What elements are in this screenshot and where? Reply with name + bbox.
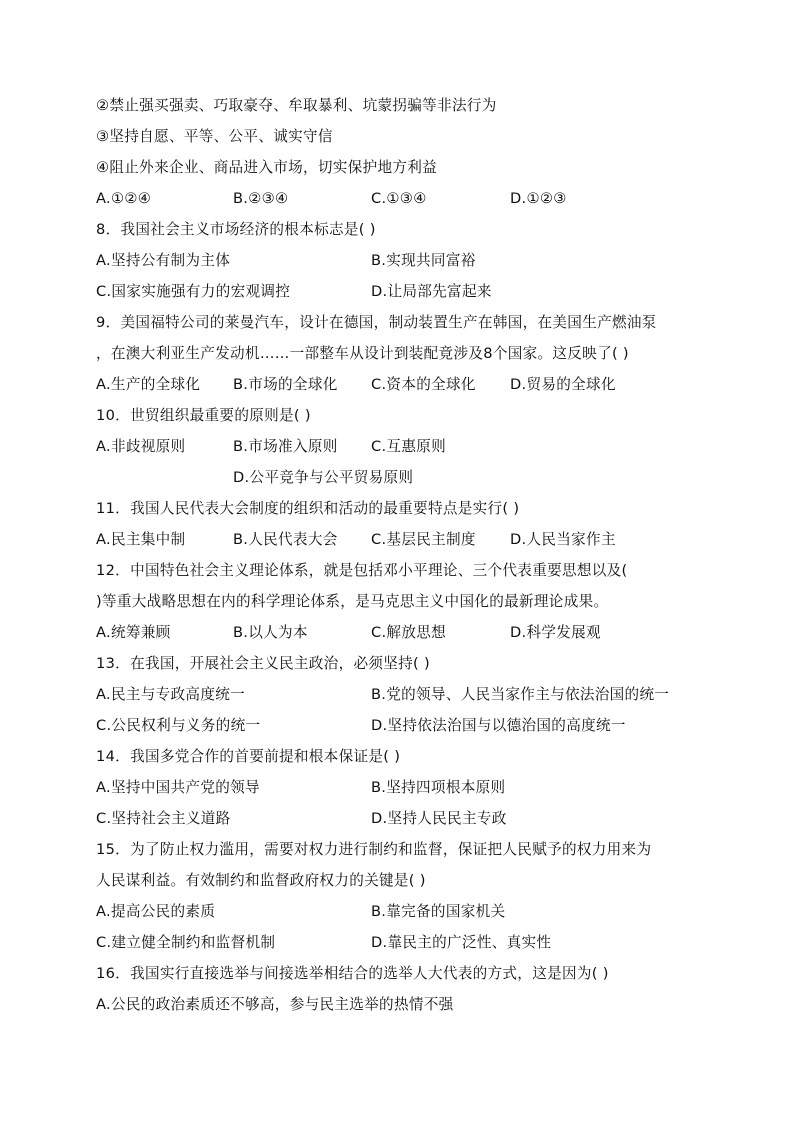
q14-option-d: D.坚持人民民主专政: [371, 810, 507, 827]
q8-option-d: D.让局部先富起来: [371, 283, 492, 300]
q14-stem: 14．我国多党合作的首要前提和根本保证是( ): [96, 748, 401, 765]
q11-option-d: D.人民当家作主: [510, 531, 616, 548]
q14-option-b: B.坚持四项根本原则: [371, 779, 506, 796]
q10-stem: 10．世贸组织最重要的原则是( ): [96, 407, 311, 424]
q9-stem-line1: 9．美国福特公司的莱曼汽车，设计在德国，制动装置生产在韩国，在美国生产燃油泵: [96, 314, 657, 331]
q9-option-d: D.贸易的全球化: [510, 376, 616, 393]
q7-option-a: A.①②④: [96, 190, 152, 207]
q16-option-a: A.公民的政治素质还不够高，参与民主选举的热情不强: [96, 996, 454, 1013]
q8-option-a: A.坚持公有制为主体: [96, 252, 231, 269]
q12-stem-line2: )等重大战略思想在内的科学理论体系，是马克思主义中国化的最新理论成果。: [96, 593, 609, 610]
q11-option-b: B.人民代表大会: [233, 531, 338, 548]
q12-option-b: B.以人为本: [233, 624, 308, 641]
q13-option-b: B.党的领导、人民当家作主与依法治国的统一: [371, 686, 670, 703]
q15-option-a: A.提高公民的素质: [96, 903, 216, 920]
q7-option-d: D.①②③: [510, 190, 567, 207]
q7-option-b: B.②③④: [233, 190, 289, 207]
q13-stem: 13．在我国，开展社会主义民主政治，必须坚持( ): [96, 655, 430, 672]
q14-option-a: A.坚持中国共产党的领导: [96, 779, 260, 796]
statement-2: ②禁止强买强卖、巧取豪夺、牟取暴利、坑蒙拐骗等非法行为: [96, 97, 497, 114]
q12-stem-line1: 12．中国特色社会主义理论体系，就是包括邓小平理论、三个代表重要思想以及(: [96, 562, 628, 579]
q12-option-d: D.科学发展观: [510, 624, 601, 641]
q9-option-a: A.生产的全球化: [96, 376, 201, 393]
q10-option-c: C.互惠原则: [371, 438, 447, 455]
q8-option-b: B.实现共同富裕: [371, 252, 476, 269]
q9-option-c: C.资本的全球化: [371, 376, 476, 393]
q10-option-a: A.非歧视原则: [96, 438, 186, 455]
q14-option-c: C.坚持社会主义道路: [96, 810, 231, 827]
q15-option-d: D.靠民主的广泛性、真实性: [371, 934, 552, 951]
q10-option-d: D.公平竞争与公平贸易原则: [233, 469, 414, 486]
q11-stem: 11．我国人民代表大会制度的组织和活动的最重要特点是实行( ): [96, 500, 520, 517]
q15-stem-line1: 15．为了防止权力滥用，需要对权力进行制约和监督，保证把人民赋予的权力用来为: [96, 841, 652, 858]
statement-4: ④阻止外来企业、商品进入市场，切实保护地方利益: [96, 159, 438, 176]
q9-option-b: B.市场的全球化: [233, 376, 338, 393]
q15-option-c: C.建立健全制约和监督机制: [96, 934, 276, 951]
q12-option-a: A.统筹兼顾: [96, 624, 171, 641]
q15-stem-line2: 人民谋利益。有效制约和监督政府权力的关键是( ): [96, 872, 426, 889]
q7-option-c: C.①③④: [371, 190, 427, 207]
q16-stem: 16．我国实行直接选举与间接选举相结合的选举人大代表的方式，这是因为( ): [96, 965, 609, 982]
q15-option-b: B.靠完备的国家机关: [371, 903, 506, 920]
q13-option-d: D.坚持依法治国与以德治国的高度统一: [371, 717, 626, 734]
q8-stem: 8．我国社会主义市场经济的根本标志是( ): [96, 221, 376, 238]
q10-option-b: B.市场准入原则: [233, 438, 338, 455]
q13-option-c: C.公民权利与义务的统一: [96, 717, 261, 734]
q12-option-c: C.解放思想: [371, 624, 447, 641]
statement-3: ③坚持自愿、平等、公平、诚实守信: [96, 128, 333, 145]
q9-stem-line2: ，在澳大利亚生产发动机……一部整车从设计到装配竟涉及8个国家。这反映了( ): [96, 345, 629, 362]
q8-option-c: C.国家实施强有力的宏观调控: [96, 283, 291, 300]
q13-option-a: A.民主与专政高度统一: [96, 686, 246, 703]
q11-option-a: A.民主集中制: [96, 531, 186, 548]
q11-option-c: C.基层民主制度: [371, 531, 476, 548]
